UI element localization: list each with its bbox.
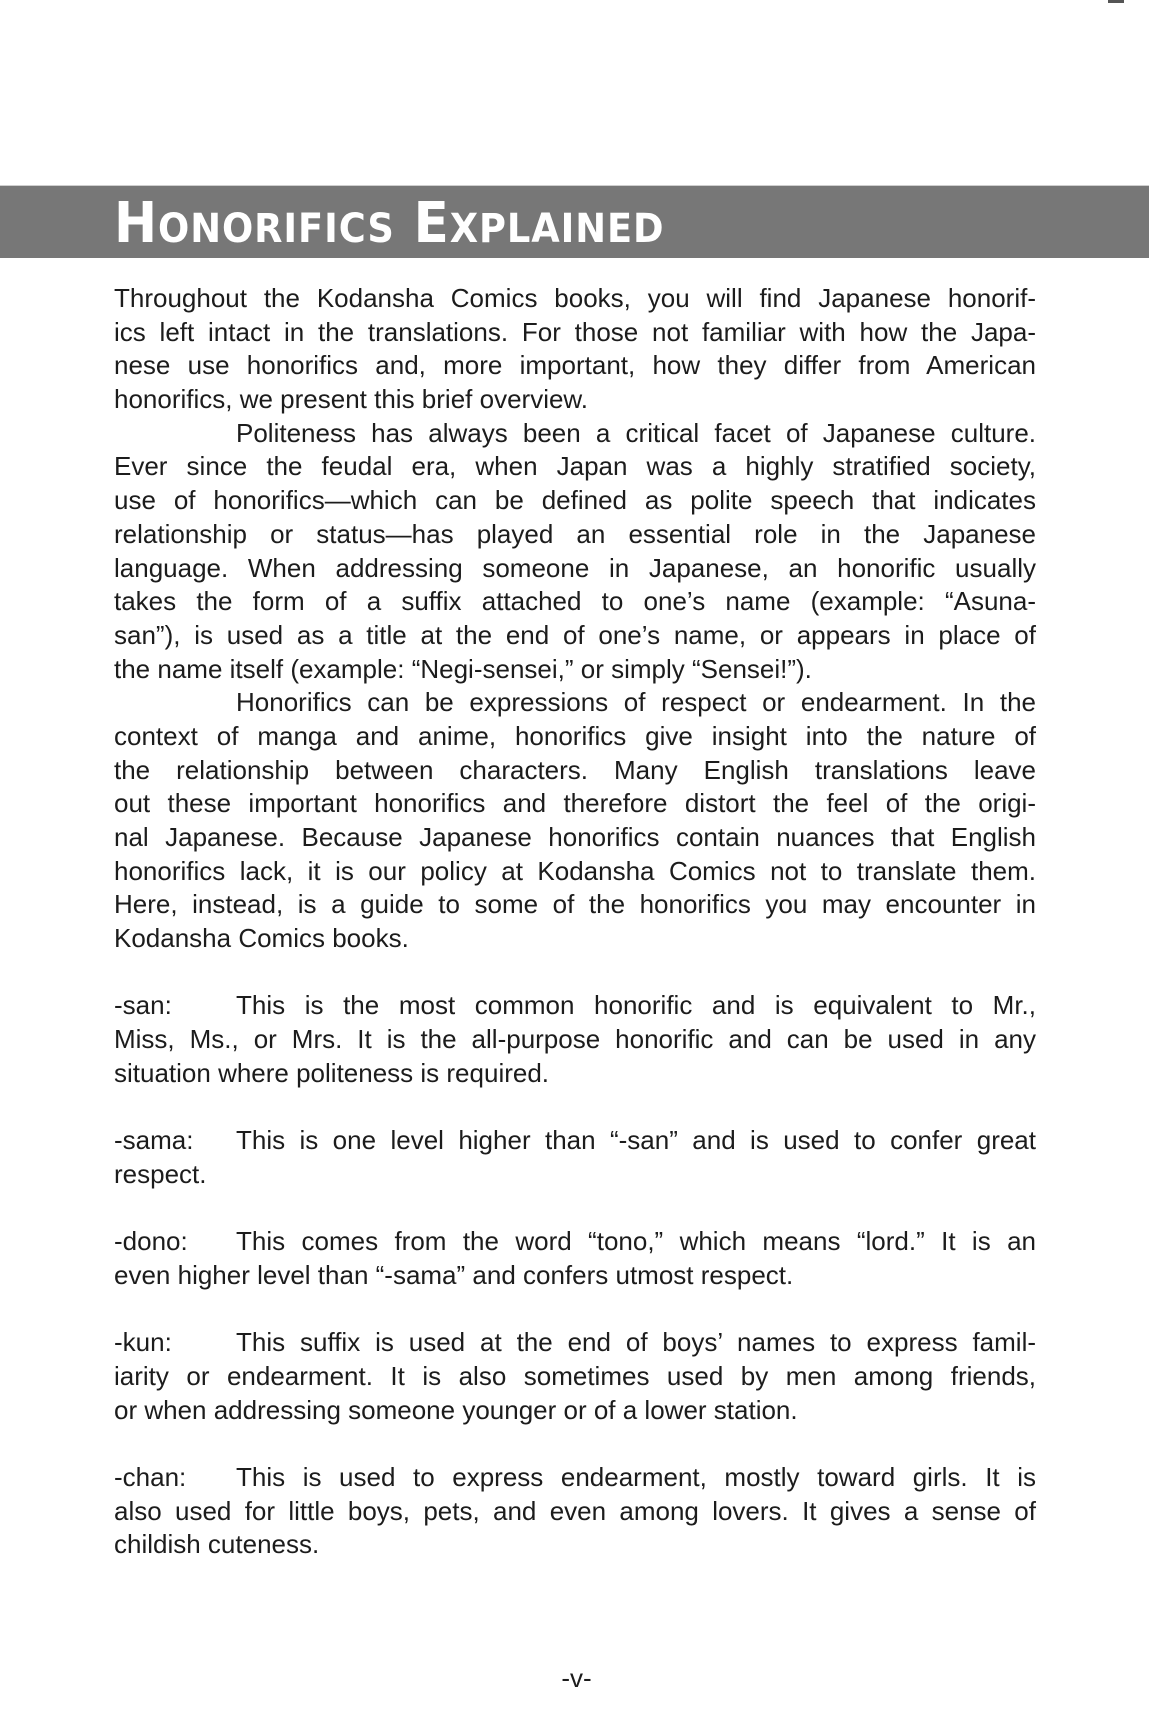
term-line — [114, 1326, 1036, 1360]
definition-text: This is the most common honorific and is equivalent to Mr., — [236, 990, 1036, 1021]
term-line — [114, 1225, 1036, 1259]
term-line — [114, 1461, 1036, 1495]
honorific-entry-dono — [114, 1225, 1036, 1292]
text-line: Throughout the Kodansha Comics books, you will find Japanese honorif- — [114, 283, 1036, 313]
text-line: san”), is used as a title at the end of one’s name, or appears in place of — [114, 619, 1036, 650]
honorific-term: -kun: — [114, 1327, 172, 1358]
honorific-term: -dono: — [114, 1226, 188, 1257]
definition-text: This is one level higher than “-san” and is used to confer great — [236, 1125, 1036, 1156]
definition-text: This is used to express endearment, mostly toward girls. It is — [236, 1462, 1036, 1493]
title-cap-h: H — [114, 191, 159, 256]
text-line: iarity or endearment. It is also sometimes used by men among friends, — [114, 1361, 1036, 1391]
text-line: situation where politeness is required. — [114, 1057, 550, 1088]
text-line: the relationship between characters. Many English translations leave — [114, 754, 1036, 785]
text-line: context of manga and anime, honorifics give insight into the nature of — [114, 720, 1036, 751]
text-line: respect. — [114, 1158, 207, 1189]
text-line: Miss, Ms., or Mrs. It is the all-purpose honorific and can be used in any — [114, 1024, 1036, 1055]
page-number: -v- — [561, 1663, 592, 1693]
text-line: use of honorifics—which can be defined as polite speech that indicates — [114, 485, 1036, 516]
term-line — [114, 989, 1036, 1023]
page-body — [114, 282, 1036, 1562]
title-banner — [0, 185, 1149, 258]
title-cap-e: E — [394, 191, 450, 256]
text-line: language. When addressing someone in Japanese, an honorific usually — [114, 552, 1036, 583]
honorific-term: -sama: — [114, 1125, 194, 1156]
text-line: childish cuteness. — [114, 1529, 320, 1560]
honorific-term: -chan: — [114, 1462, 187, 1493]
text-line: honorifics, we present this brief overview. — [114, 384, 588, 415]
definition-text: This comes from the word “tono,” which means “lord.” It is an — [236, 1226, 1036, 1257]
honorific-entry-sama — [114, 1124, 1036, 1191]
corner-mark — [1108, 0, 1124, 3]
honorifics-context-paragraph — [114, 686, 1036, 956]
text-line: Here, instead, is a guide to some of the honorifics you may encounter in — [114, 889, 1036, 920]
honorific-entry-kun — [114, 1326, 1036, 1427]
text-line: Kodansha Comics books. — [114, 923, 409, 954]
definition-text: This suffix is used at the end of boys’ names to express famil- — [236, 1327, 1036, 1358]
text-line: takes the form of a suffix attached to one’s name (example: “Asuna- — [114, 586, 1036, 617]
intro-paragraph — [114, 282, 1036, 417]
honorific-term: -san: — [114, 990, 172, 1021]
text-line: even higher level than “-sama” and confers utmost respect. — [114, 1259, 794, 1290]
text-line: out these important honorifics and therefore distort the feel of the origi- — [114, 788, 1036, 819]
honorific-entry-chan — [114, 1461, 1036, 1562]
politeness-paragraph — [114, 417, 1036, 687]
text-line: relationship or status—has played an essential role in the Japanese — [114, 518, 1036, 549]
text-line: nese use honorifics and, more important, how they differ from American — [114, 350, 1036, 381]
title-small-caps-1: ONORIFICS — [158, 206, 395, 252]
text-line: ics left intact in the translations. For those not familiar with how the Japa- — [114, 316, 1036, 347]
honorific-entry-san — [114, 989, 1036, 1090]
text-line: Ever since the feudal era, when Japan was a highly stratified society, — [114, 451, 1036, 482]
text-line: Honorifics can be expressions of respect or endearment. In the — [236, 687, 1036, 718]
title-small-caps-2: XPLAINED — [449, 206, 665, 252]
term-line — [114, 1124, 1036, 1158]
text-line: or when addressing someone younger or of a lower station. — [114, 1394, 798, 1425]
text-line: honorifics lack, it is our policy at Kodansha Comics not to translate them. — [114, 855, 1036, 886]
text-line: Politeness has always been a critical facet of Japanese culture. — [236, 417, 1036, 448]
page-title — [114, 191, 665, 259]
text-line: also used for little boys, pets, and even among lovers. It gives a sense of — [114, 1495, 1036, 1526]
text-line: nal Japanese. Because Japanese honorifics contain nuances that English — [114, 822, 1036, 852]
text-line: the name itself (example: “Negi-sensei,” or simply “Sensei!”). — [114, 653, 812, 684]
